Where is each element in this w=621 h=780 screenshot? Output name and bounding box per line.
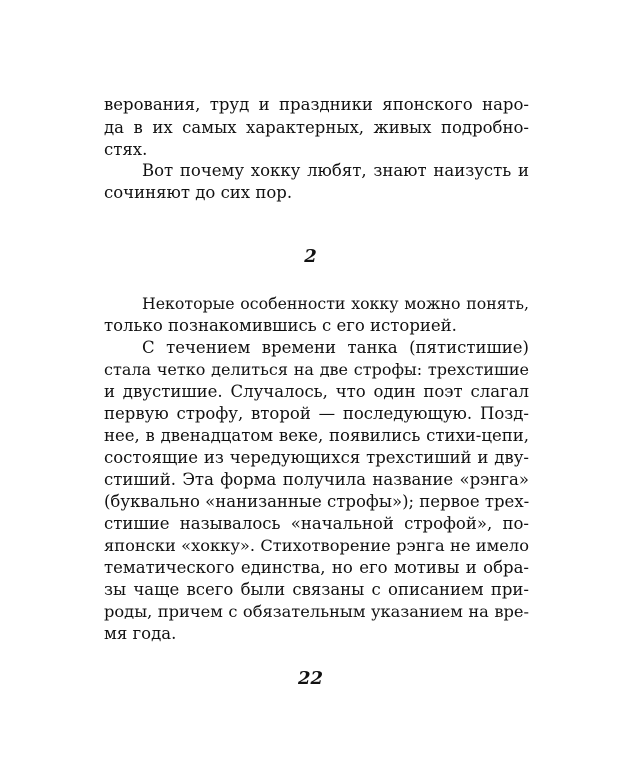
text-line: нее, в двенадцатом веке, появились стихи-цепи, [104,426,529,445]
text-line: японски «хокку». Стихотворение рэнга не имело [104,536,529,555]
text-line: да в их самых характерных, живых подробно- [104,118,529,137]
text-line: сочиняют до сих пор. [104,183,293,202]
text-line: Вот почему хокку любят, знают наизусть и [142,161,529,180]
text-line: стала четко делиться на две строфы: трехстишие [104,360,529,379]
text-line: роды, причем с обязательным указанием на вре- [104,602,529,621]
text-line: мя года. [104,624,177,643]
text-line: зы чаще всего были связаны с описанием при- [104,580,529,599]
text-line: тематического единства, но его мотивы и обра- [104,558,529,577]
text-line: и двустишие. Случалось, что один поэт слагал [104,382,529,401]
text-line: стиший. Эта форма получила название «рэнга» [104,470,529,489]
section-number: 2 [304,246,317,267]
text-line: первую строфу, второй — последующую. Позд- [104,404,529,423]
text-line: стишие называлось «начальной строфой», по- [104,514,529,533]
text-line: состоящие из чередующихся трехстиший и дву- [104,448,529,467]
text-line: С течением времени танка (пятистишие) [142,338,529,357]
text-line: стях. [104,140,148,159]
text-line: только познакомившись с его историей. [104,316,457,335]
text-line: Некоторые особенности хокку можно понять, [142,294,529,313]
text-line: (буквально «нанизанные строфы»); первое трех- [104,492,530,511]
page-number: 22 [297,668,324,689]
text-line: верования, труд и праздники японского наро- [104,95,529,114]
